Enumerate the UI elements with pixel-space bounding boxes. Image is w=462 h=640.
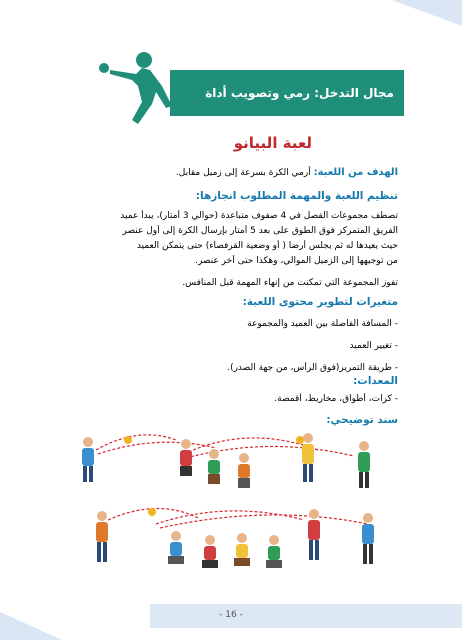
game-illustration	[68, 428, 400, 588]
illustration-heading: سند توضيحي:	[326, 414, 398, 426]
variation-item: - تغيير العميد	[349, 341, 398, 351]
equipment-text: - كرات، أطواق، مخاريط، أقمصة.	[274, 394, 398, 404]
equipment-heading: المعدات:	[353, 375, 398, 387]
variations-heading: متغيرات لتطوير محتوى اللعبة:	[242, 296, 398, 308]
winner-line: تفوز المجموعة التي تمكنت من إنهاء المهمة قبل المنافس.	[182, 278, 398, 288]
organization-line: من توجيهها إلى الزميل الموالي، وهكذا حتى آخر عنصر.	[195, 256, 398, 266]
organization-line: الفريق المتمركز فوق الطوق على بعد 5 أمتار بإرسال الكرة إلى أول عنصر	[122, 226, 398, 236]
goal-label: الهدف من اللعبة:	[313, 167, 398, 178]
section-banner	[170, 70, 404, 116]
variation-item: - المسافة الفاصلة بين العميد والمجموعة	[247, 319, 398, 329]
game-title: لعبة البيانو	[233, 134, 312, 152]
page-number: - 16 -	[219, 610, 243, 620]
banner-title: مجال التدخل: رمي وتصويب أداة	[205, 86, 394, 100]
organization-line: تصطف مجموعات الفصل في 4 صفوف متباعدة (حوالي 3 أمتار)، يبدأ عميد	[120, 211, 398, 221]
goal-text: أرمي الكرة بسرعة إلى زميل مقابل.	[175, 168, 311, 178]
corner-decoration-top	[392, 0, 462, 26]
organization-heading: تنظيم اللعبة والمهمة المطلوب انجازها:	[195, 190, 398, 202]
goal-line	[60, 166, 398, 180]
organization-line: حيث يعيدها له ثم يجلس أرضا ( أو وضعية القرفصاء) حتى يتمكن العميد	[136, 241, 398, 251]
variation-item: - طريقة التمرير(فوق الرأس، من جهة الصدر).	[227, 363, 398, 373]
throwing-athlete-illustration	[92, 46, 180, 128]
